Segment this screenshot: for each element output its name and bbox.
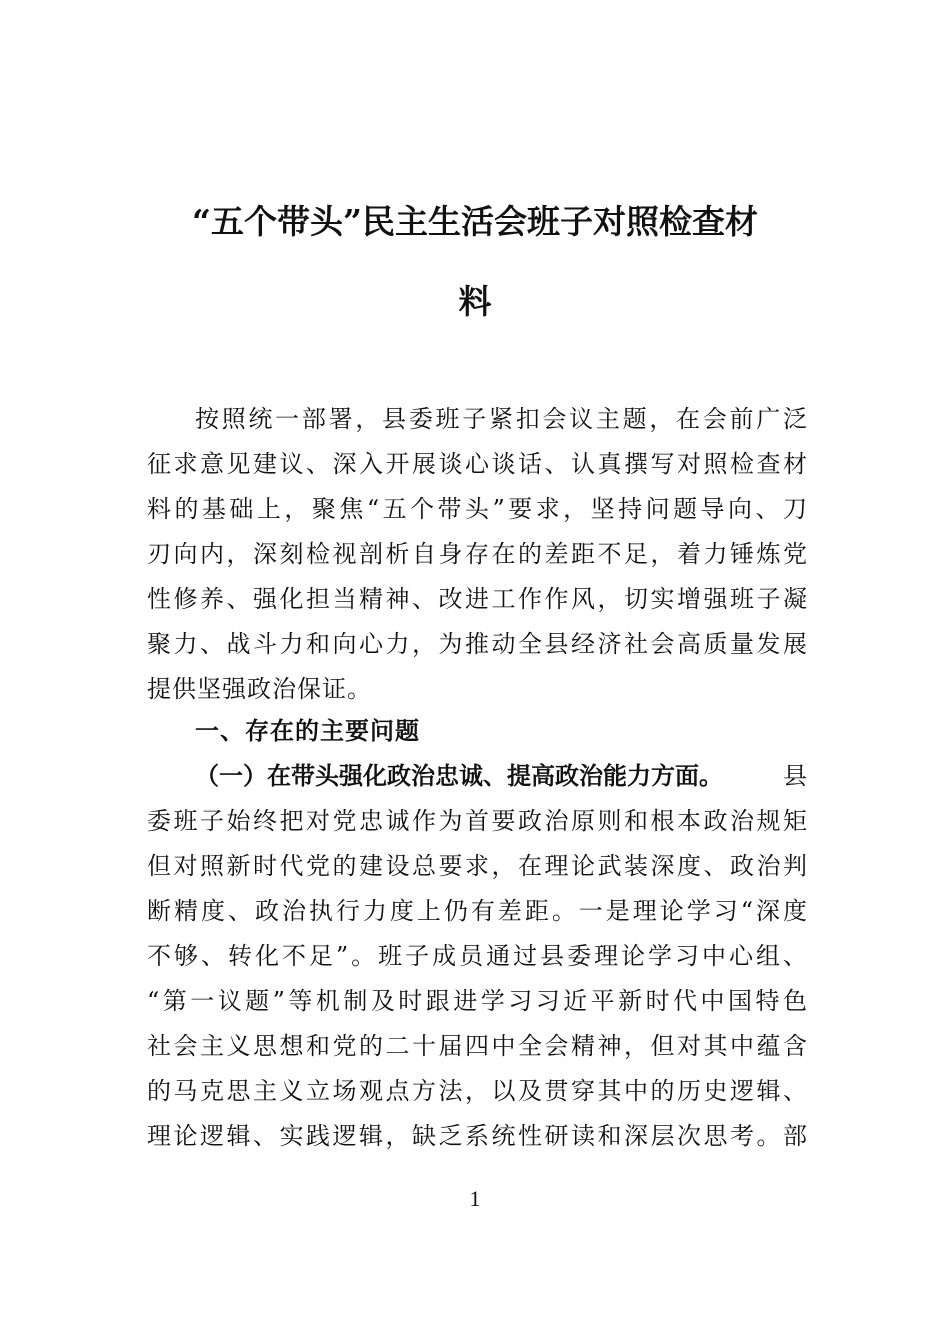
document-title [100, 182, 850, 342]
intro-paragraph-line: 性修养、强化担当精神、改进工作作风，切实增强班子凝 [147, 585, 807, 613]
subsection-paragraph-line: 委班子始终把对党忠诚作为首要政治原则和根本政治规矩 [147, 807, 807, 835]
document-title-line-1: “五个带头”民主生活会班子对照检查材 [192, 202, 758, 241]
intro-paragraph-line: 征求意见建议、深入开展谈心谈话、认真撰写对照检查材 [147, 450, 807, 478]
document-title-line-2: 料 [458, 282, 492, 321]
subsection-paragraph-line: 社会主义思想和党的二十届四中全会精神，但对其中蕴含 [147, 1032, 807, 1060]
subsection-paragraph-line: 但对照新时代党的建设总要求，在理论武装深度、政治判 [147, 852, 807, 880]
page-number: 1 [469, 1186, 481, 1211]
subsection-paragraph-line: “第一议题”等机制及时跟进学习习近平新时代中国特色 [147, 987, 807, 1015]
intro-paragraph-line: 聚力、战斗力和向心力，为推动全县经济社会高质量发展 [147, 630, 807, 658]
subsection-paragraph-line: 的马克思主义立场观点方法，以及贯穿其中的历史逻辑、 [147, 1077, 807, 1105]
subsection-first-line [195, 756, 807, 796]
subsection-text-start: 县 [783, 762, 807, 790]
intro-paragraph-line: 提供坚强政治保证。 [147, 675, 372, 703]
intro-paragraph-line: 刃向内，深刻检视剖析自身存在的差距不足，着力锤炼党 [147, 540, 807, 568]
subsection-paragraph-line: 理论逻辑、实践逻辑，缺乏系统性研读和深层次思考。部 [147, 1122, 807, 1150]
section-heading: 一、存在的主要问题 [195, 717, 420, 745]
subsection-paragraph-line: 断精度、政治执行力度上仍有差距。一是理论学习“深度 [147, 897, 807, 925]
intro-paragraph-line: 按照统一部署，县委班子紧扣会议主题，在会前广泛 [195, 405, 807, 433]
intro-paragraph-line: 料的基础上，聚焦“五个带头”要求，坚持问题导向、刀 [147, 495, 807, 523]
subsection-heading: （一）在带头强化政治忠诚、提高政治能力方面。 [195, 761, 723, 790]
subsection-paragraph-line: 不够、转化不足”。班子成员通过县委理论学习中心组、 [147, 942, 807, 970]
